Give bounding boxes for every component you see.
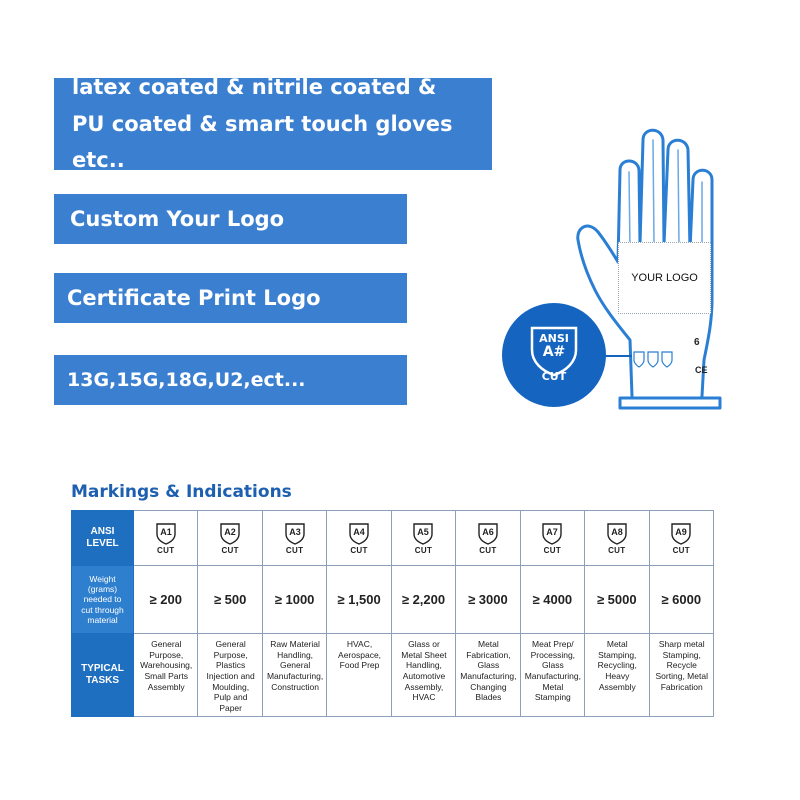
- weight-value: ≥ 6000: [661, 591, 702, 607]
- weight-cell: [134, 566, 198, 634]
- task-line: Blades: [475, 692, 502, 703]
- tasks-header: [72, 634, 134, 717]
- task-line: Metal: [478, 639, 499, 649]
- task-line: Sharp metal: [658, 639, 705, 649]
- task-line: Stamping,: [598, 649, 637, 660]
- task-line: Glass: [477, 660, 500, 671]
- weight-value: ≥ 1,500: [337, 591, 381, 607]
- weight-cell: [585, 566, 649, 634]
- task-line: Warehousing,: [140, 660, 193, 671]
- weight-cell: [262, 566, 326, 634]
- level-cell-a9: [649, 511, 714, 566]
- coating-types-line-1: latex coated & nitrile coated &: [72, 74, 437, 99]
- task-line: Assembly: [598, 681, 636, 692]
- task-line: Manufacturing,: [460, 670, 517, 681]
- ansi-level-header: [72, 511, 134, 566]
- level-cell-a1: [134, 511, 198, 566]
- task-line: General: [215, 639, 246, 649]
- tasks-cell-a6: [456, 634, 520, 717]
- task-line: Stamping,: [662, 649, 701, 660]
- cut-shield-icon: [283, 522, 307, 546]
- weight-row: [72, 566, 714, 634]
- ansi-badge-top: ANSI: [539, 332, 569, 345]
- task-line: Aerospace,: [338, 649, 382, 660]
- cut-shield-icon: [476, 522, 500, 546]
- level-cell-a2: [198, 511, 262, 566]
- cut-label: CUT: [543, 545, 562, 555]
- glove-cuff: [620, 398, 720, 408]
- task-line: Assembly: [147, 681, 185, 692]
- weight-label-line: needed to: [83, 594, 122, 605]
- cut-level-code: A2: [224, 526, 236, 537]
- tasks-cell-a4: [327, 634, 391, 717]
- weight-value: ≥ 2,200: [401, 591, 446, 607]
- markings-title: Markings & Indications: [71, 482, 292, 502]
- task-line: Metal: [542, 681, 564, 692]
- weight-label-line: Weight: [89, 574, 116, 585]
- task-line: Purpose,: [213, 649, 248, 660]
- ansi-badge: [502, 333, 606, 383]
- tasks-label-line: TASKS: [85, 675, 120, 686]
- task-line: Food Prep: [339, 660, 380, 671]
- cut-level-code: A7: [546, 526, 559, 537]
- cut-label: CUT: [608, 545, 626, 555]
- tasks-row: [72, 634, 714, 717]
- cut-shield-icon: [218, 522, 242, 546]
- weight-label-line: (grams): [87, 584, 118, 595]
- task-line: Handling,: [277, 649, 314, 660]
- weight-value: ≥ 5000: [596, 591, 637, 607]
- task-line: Assembly,: [404, 681, 444, 692]
- weight-cell: [327, 566, 391, 634]
- task-line: HVAC: [412, 692, 436, 703]
- gauges-text: 13G,15G,18G,U2,ect...: [67, 369, 306, 391]
- weight-header: [72, 566, 134, 634]
- level-cell-a5: [391, 511, 455, 566]
- tasks-cell-a9: [649, 634, 714, 717]
- task-line: Recycling,: [597, 660, 637, 671]
- ansi-label-line: LEVEL: [86, 538, 119, 549]
- weight-cell: [198, 566, 262, 634]
- your-logo-text: YOUR LOGO: [631, 272, 698, 284]
- ansi-label-line: ANSI: [90, 526, 115, 537]
- task-line: Moulding,: [212, 681, 250, 692]
- cut-level-code: A8: [611, 526, 623, 537]
- weight-label-line: material: [87, 614, 118, 625]
- task-line: Purpose,: [149, 649, 184, 660]
- task-line: Heavy: [605, 670, 630, 681]
- weight-cell: [391, 566, 455, 634]
- ansi-badge-level: A#: [542, 343, 566, 360]
- weight-value: ≥ 200: [149, 591, 182, 607]
- task-line: General: [151, 639, 182, 649]
- cut-shield-icon: [411, 522, 435, 546]
- cut-label: CUT: [414, 545, 433, 555]
- certificate-print-text: Certificate Print Logo: [67, 286, 321, 310]
- task-line: Small Parts: [144, 670, 188, 681]
- task-line: Metal: [606, 639, 628, 649]
- glove-size-mark: 6: [694, 337, 700, 348]
- weight-label-line: cut through: [81, 604, 124, 615]
- cut-shield-icon: [347, 522, 371, 546]
- cut-level-code: A6: [482, 526, 494, 537]
- task-line: Construction: [271, 681, 319, 692]
- level-cell-a4: [327, 511, 391, 566]
- cut-shield-icon: [669, 522, 693, 546]
- weight-cell: [520, 566, 584, 634]
- cut-level-code: A3: [288, 526, 301, 537]
- weight-cell: [649, 566, 714, 634]
- task-line: Handling,: [406, 660, 442, 671]
- task-line: Glass or: [408, 639, 440, 649]
- custom-logo-text: Custom Your Logo: [70, 207, 285, 231]
- level-cell-a6: [456, 511, 520, 566]
- task-line: Metal Sheet: [401, 649, 447, 660]
- coating-types-line-2: PU coated & smart touch gloves etc..: [72, 111, 453, 173]
- task-line: Automotive: [402, 670, 446, 681]
- markings-table: [71, 510, 714, 717]
- cut-label: CUT: [479, 545, 497, 555]
- cut-level-code: A5: [417, 526, 430, 537]
- cut-label: CUT: [157, 545, 175, 555]
- tasks-cell-a5: [391, 634, 455, 717]
- task-line: Fabrication: [660, 681, 703, 692]
- task-line: Meat Prep/: [532, 639, 574, 649]
- task-line: Pulp and Paper: [213, 692, 248, 713]
- cut-label: CUT: [221, 545, 239, 555]
- weight-value: ≥ 1000: [274, 591, 315, 607]
- task-line: Recycle: [666, 660, 697, 671]
- task-line: Stamping: [534, 692, 571, 703]
- task-line: Changing: [470, 681, 507, 692]
- task-line: Fabrication,: [466, 649, 511, 660]
- wrist-cert-icons: [634, 352, 672, 367]
- task-line: Manufacturing,: [266, 670, 324, 681]
- task-line: Injection and: [206, 670, 255, 681]
- tasks-cell-a8: [585, 634, 649, 717]
- tasks-cell-a2: [198, 634, 262, 717]
- cut-level-code: A4: [353, 526, 365, 537]
- cut-label: CUT: [285, 545, 304, 555]
- weight-cell: [456, 566, 520, 634]
- cut-label: CUT: [672, 545, 690, 555]
- tasks-cell-a3: [262, 634, 326, 717]
- ansi-level-row: [72, 511, 714, 566]
- your-logo-placeholder: [618, 242, 711, 314]
- tasks-cell-a7: [520, 634, 584, 717]
- ce-mark: CE: [695, 365, 708, 375]
- level-cell-a3: [262, 511, 326, 566]
- task-line: General: [279, 660, 311, 671]
- ansi-badge-bottom: CUT: [541, 370, 567, 384]
- tasks-label-line: TYPICAL: [81, 663, 124, 674]
- task-line: Raw Material: [270, 639, 320, 649]
- cut-shield-icon: [605, 522, 629, 546]
- weight-value: ≥ 500: [213, 591, 247, 607]
- cut-shield-icon: [154, 522, 178, 546]
- task-line: HVAC,: [346, 639, 373, 649]
- cut-shield-icon: [540, 522, 564, 546]
- task-line: Plastics: [216, 660, 246, 671]
- cut-level-code: A1: [159, 526, 172, 537]
- task-line: Manufacturing,: [524, 670, 581, 681]
- tasks-cell-a1: [134, 634, 198, 717]
- cut-label: CUT: [350, 545, 368, 555]
- weight-value: ≥ 3000: [468, 591, 508, 607]
- task-line: Glass: [541, 660, 564, 671]
- cut-level-code: A9: [675, 526, 688, 537]
- weight-value: ≥ 4000: [532, 591, 573, 607]
- task-line: Sorting, Metal: [655, 670, 708, 681]
- level-cell-a7: [520, 511, 584, 566]
- task-line: Processing,: [530, 649, 576, 660]
- level-cell-a8: [585, 511, 649, 566]
